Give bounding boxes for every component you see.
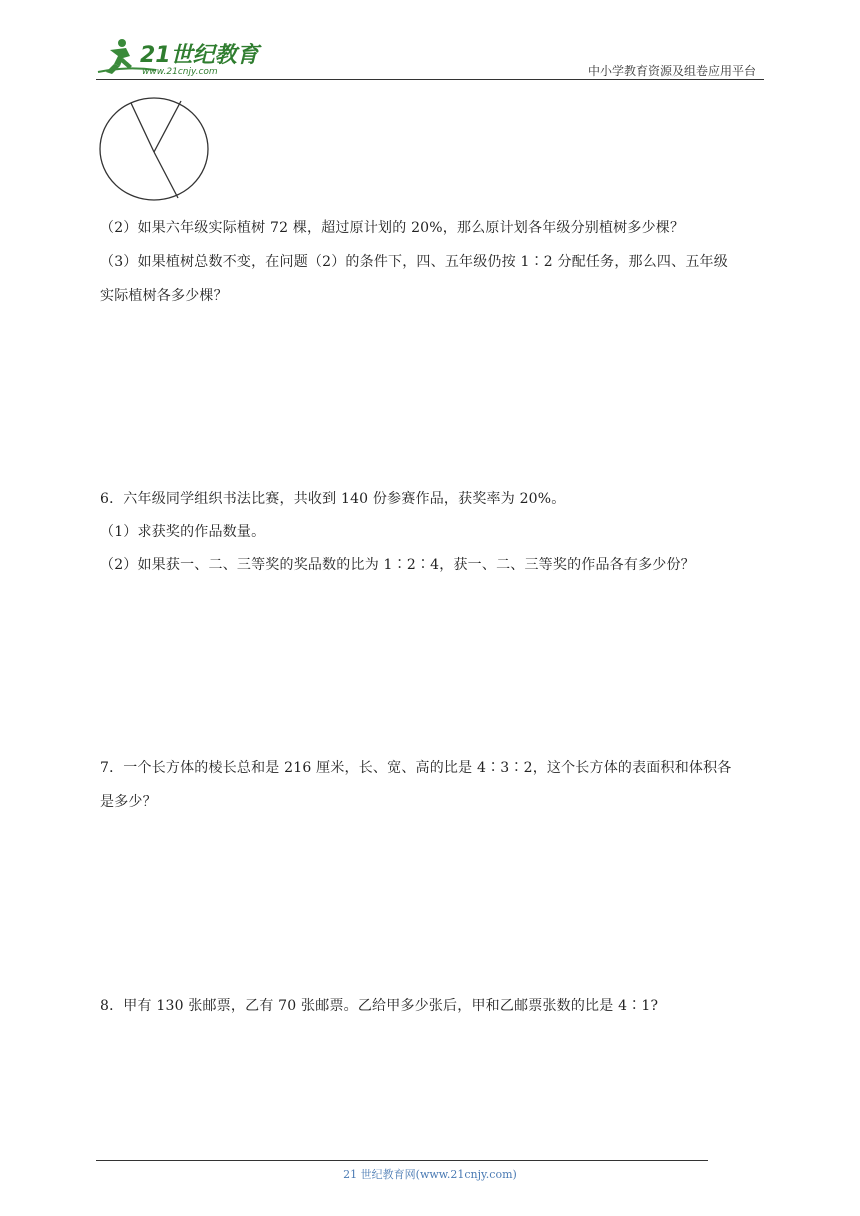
problem7-line1: 7．一个长方体的棱长总和是 216 厘米，长、宽、高的比是 4∶3∶2，这个长方体的表面积和体积各: [100, 760, 732, 776]
brand-logo: [96, 36, 266, 80]
problem8-stem: 8．甲有 130 张邮票，乙有 70 张邮票。乙给甲多少张后，甲和乙邮票张数的比是 4∶1?: [100, 998, 659, 1014]
pie-divider-line: [131, 103, 154, 152]
logo-url-text: www.21cnjy.com: [142, 67, 218, 77]
pie-divider-line: [154, 101, 181, 152]
problem7-line2: 是多少？: [100, 794, 157, 810]
pie-divider-line: [154, 152, 178, 198]
problem6-question2: （2）如果获一、二、三等奖的奖品数的比为 1∶2∶4，获一、二、三等奖的作品各有多少份？: [100, 557, 695, 573]
footer-divider: [96, 1160, 708, 1161]
problem5-question3-line2: 实际植树各多少棵？: [100, 288, 228, 304]
problem6-stem: 6．六年级同学组织书法比赛，共收到 140 份参赛作品，获奖率为 20%。: [100, 491, 566, 507]
problem6-question1: （1）求获奖的作品数量。: [100, 524, 266, 540]
footer-link[interactable]: 21 世纪教育网(www.21cnjy.com): [343, 1168, 517, 1181]
pie-figure: [98, 96, 212, 202]
problem5-question2: （2）如果六年级实际植树 72 棵，超过原计划的 20%，那么原计划各年级分别植树多少棵？: [100, 220, 685, 236]
platform-label: 中小学教育资源及组卷应用平台: [587, 64, 756, 78]
problem5-question3-line1: （3）如果植树总数不变，在问题（2）的条件下，四、五年级仍按 1∶2 分配任务，那么四、五年级: [100, 254, 728, 270]
logo-text: 21世纪教育: [140, 43, 259, 68]
header-divider: [96, 79, 764, 80]
